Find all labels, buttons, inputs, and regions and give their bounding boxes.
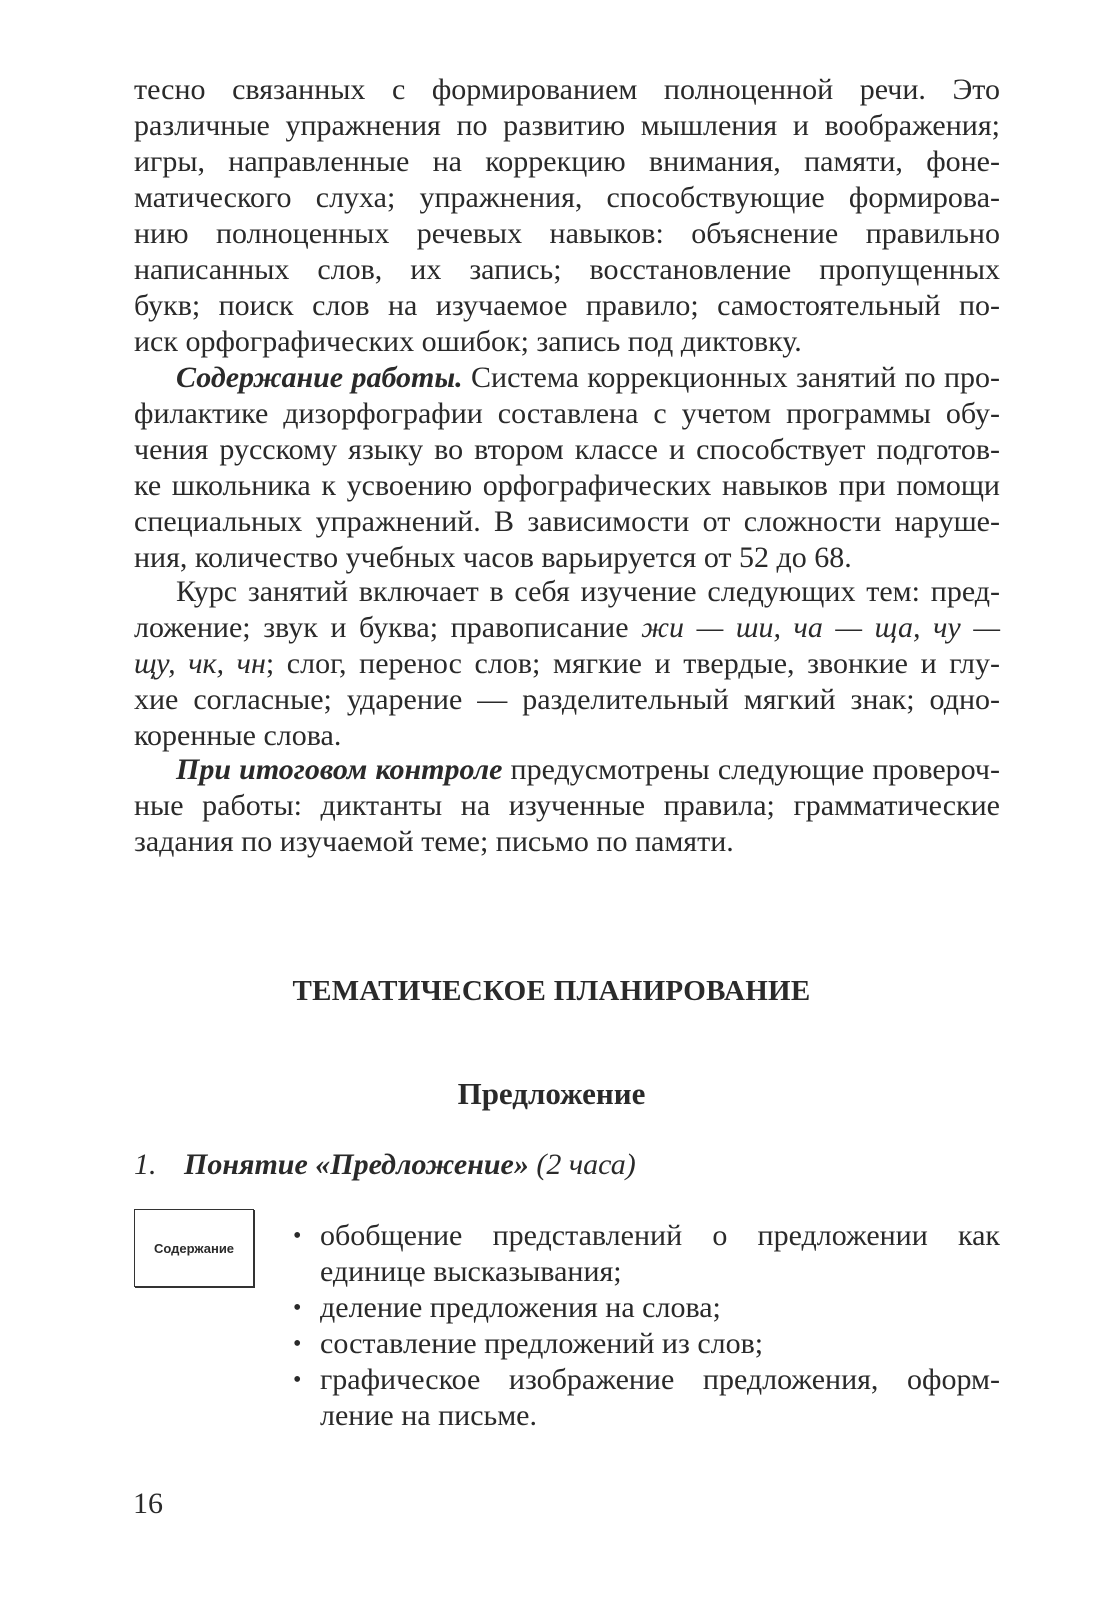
text-line: игры, направленные на коррекцию внимания, памяти, фоне-	[134, 145, 1000, 178]
text-line: написанных слов, их запись; восстановление пропущенных	[134, 253, 1000, 286]
text-line: графическое изображение предложения, оформ-	[320, 1363, 1000, 1396]
topic-title: Понятие «Предложение»	[184, 1148, 529, 1181]
list-item	[293, 1326, 1000, 1362]
text-line: иск орфографических ошибок; запись под диктовку.	[134, 325, 802, 358]
text-line: ния, количество учебных часов варьируется от 52 до 68.	[134, 541, 852, 574]
text-line: матического слуха; упражнения, способствующие формирова-	[134, 181, 1000, 214]
text-line	[134, 610, 1000, 646]
text-line: филактике дизорфографии составлена с учетом программы обу-	[134, 397, 1000, 430]
bullet-icon: •	[293, 1331, 302, 1357]
paragraph-work-content	[134, 360, 1000, 576]
text-line: нию полноценных речевых навыков: объяснение правильно	[134, 217, 1000, 250]
topic-hours: (2 часа)	[528, 1148, 636, 1181]
text-line: единице высказывания;	[320, 1255, 622, 1288]
text-run: Система коррекционных занятий по про-	[462, 361, 1000, 394]
list-item	[293, 1290, 1000, 1326]
text-line: различные упражнения по развитию мышления и воображения;	[134, 109, 1000, 142]
italic-run: жи — ши, ча — ща, чу —	[641, 611, 1000, 644]
content-list	[293, 1218, 1000, 1434]
text-run: ложение; звук и буква; правописание	[134, 611, 642, 644]
text-line: задания по изучаемой теме; письмо по памяти.	[134, 825, 734, 858]
heading-section: Предложение	[457, 1076, 646, 1111]
lead-phrase: При итоговом контроле	[176, 753, 503, 786]
lead-phrase: Содержание работы.	[176, 361, 463, 394]
paragraph-intro	[134, 72, 1000, 360]
text-line: чения русскому языку во втором классе и способствует подготов-	[134, 433, 1000, 466]
text-run: предусмотрены следующие провероч-	[502, 753, 1000, 786]
text-line: обобщение представлений о предложении как	[320, 1219, 1000, 1252]
paragraph-final-control	[134, 752, 1000, 860]
page-number: 16	[133, 1487, 163, 1520]
text-line: букв; поиск слов на изучаемое правило; самостоятельный по-	[134, 289, 1000, 322]
content-label-box	[134, 1209, 254, 1287]
bullet-icon: •	[293, 1223, 302, 1249]
text-line: деление предложения на слова;	[320, 1291, 721, 1324]
text-line: коренные слова.	[134, 719, 342, 752]
list-item	[293, 1218, 1000, 1290]
bullet-icon: •	[293, 1295, 302, 1321]
text-line: ление на письме.	[320, 1399, 537, 1432]
text-line: ные работы: диктанты на изученные правила; грамматические	[134, 789, 1000, 822]
heading-thematic-planning: ТЕМАТИЧЕСКОЕ ПЛАНИРОВАНИЕ	[292, 975, 811, 1007]
paragraph-course-topics	[134, 574, 1000, 754]
text-line	[134, 646, 1000, 682]
text-line: составление предложений из слов;	[320, 1327, 764, 1360]
bullet-icon: •	[293, 1367, 302, 1393]
text-line: ке школьника к усвоению орфографических навыков при помощи	[134, 469, 1000, 502]
text-line	[134, 752, 1000, 788]
text-line: тесно связанных с формированием полноценной речи. Это	[134, 73, 1000, 106]
text-line: хие согласные; ударение — разделительный мягкий знак; одно-	[134, 683, 1000, 716]
italic-run: щу, чк, чн	[134, 647, 266, 680]
list-item	[293, 1362, 1000, 1434]
topic-heading	[134, 1148, 636, 1182]
text-line	[134, 360, 1000, 396]
content-label: Содержание	[153, 1240, 235, 1256]
text-line: специальных упражнений. В зависимости от сложности наруше-	[134, 505, 1000, 538]
text-line: Курс занятий включает в себя изучение следующих тем: пред-	[176, 575, 1000, 608]
topic-number: 1.	[134, 1148, 157, 1181]
text-run: ; слог, перенос слов; мягкие и твердые, звонкие и глу-	[265, 647, 1000, 680]
